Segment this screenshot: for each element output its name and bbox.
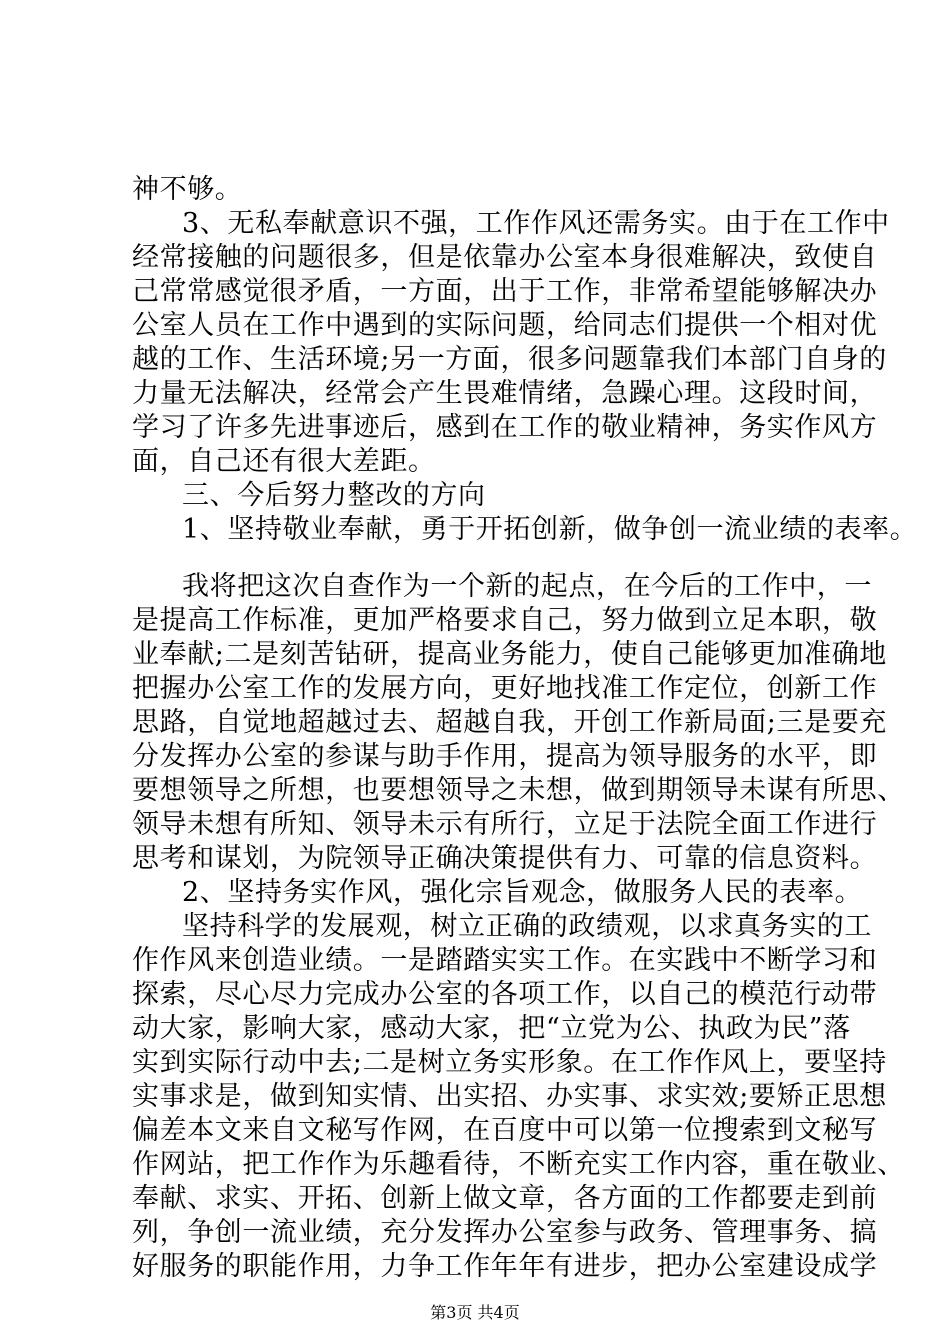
text-line: 公室人员在工作中遇到的实际问题，给同志们提供一个相对优 xyxy=(132,310,878,341)
text-line: 分发挥办公室的参谋与助手作用，提高为领导服务的水平，即 xyxy=(132,741,878,772)
text-line: 3、无私奉献意识不强，工作作风还需务实。由于在工作中 xyxy=(182,208,890,239)
text-line: 是提高工作标准，更加严格要求自己，努力做到立足本职，敬 xyxy=(132,605,878,636)
text-line: 力量无法解决，经常会产生畏难情绪，急躁心理。这段时间， xyxy=(132,378,878,409)
text-line: 面，自己还有很大差距。 xyxy=(132,446,436,477)
text-line: 己常常感觉很矛盾，一方面，出于工作，非常希望能够解决办 xyxy=(132,276,878,307)
text-line: 偏差本文来自文秘写作网，在百度中可以第一位搜索到文秘写 xyxy=(132,1115,878,1146)
text-line: 经常接触的问题很多，但是依靠办公室本身很难解决，致使自 xyxy=(132,242,878,273)
subsection-heading: 1、坚持敬业奉献，勇于开拓创新，做争创一流业绩的表率。 xyxy=(182,514,918,545)
text-line: 列，争创一流业绩，充分发挥办公室参与政务、管理事务、搞 xyxy=(132,1217,878,1248)
text-line: 坚持科学的发展观，树立正确的政绩观，以求真务实的工 xyxy=(182,911,872,942)
text-line: 作网站，把工作作为乐趣看待，不断充实工作内容，重在敬业、 xyxy=(132,1149,905,1180)
text-line: 思考和谋划，为院领导正确决策提供有力、可靠的信息资料。 xyxy=(132,843,878,874)
text-line: 动大家，影响大家，感动大家，把“立党为公、执政为民”落 xyxy=(132,1013,851,1044)
page-number-footer: 第3页 共4页 xyxy=(430,1303,520,1322)
text-line: 把握办公室工作的发展方向，更好地找准工作定位，创新工作 xyxy=(132,673,878,704)
text-line: 业奉献;二是刻苦钻研，提高业务能力，使自己能够更加准确地 xyxy=(132,639,887,670)
section-heading: 三、今后努力整改的方向 xyxy=(182,480,486,511)
text-line: 实事求是，做到知实情、出实招、办实事、求实效;要矫正思想 xyxy=(132,1081,887,1112)
text-line: 领导未想有所知、领导未示有所行，立足于法院全面工作进行 xyxy=(132,809,878,840)
text-line: 要想领导之所想，也要想领导之未想，做到期领导未谋有所思、 xyxy=(132,775,905,806)
text-line: 思路，自觉地超越过去、超越自我，开创工作新局面;三是要充 xyxy=(132,707,887,738)
text-line: 作作风来创造业绩。一是踏踏实实工作。在实践中不断学习和 xyxy=(132,945,878,976)
text-line: 奉献、求实、开拓、创新上做文章，各方面的工作都要走到前 xyxy=(132,1183,878,1214)
text-line: 探索，尽心尽力完成办公室的各项工作，以自己的模范行动带 xyxy=(132,979,878,1010)
text-line: 学习了许多先进事迹后，感到在工作的敬业精神，务实作风方 xyxy=(132,412,878,443)
text-line: 神不够。 xyxy=(132,174,243,205)
subsection-heading: 2、坚持务实作风，强化宗旨观念，做服务人民的表率。 xyxy=(182,877,863,908)
text-line: 我将把这次自查作为一个新的起点，在今后的工作中，一 xyxy=(182,571,872,602)
text-line: 越的工作、生活环境;另一方面，很多问题靠我们本部门自身的 xyxy=(132,344,887,375)
text-line: 好服务的职能作用，力争工作年年有进步，把办公室建设成学 xyxy=(132,1251,878,1282)
text-line: 实到实际行动中去;二是树立务实形象。在工作作风上，要坚持 xyxy=(132,1047,887,1078)
